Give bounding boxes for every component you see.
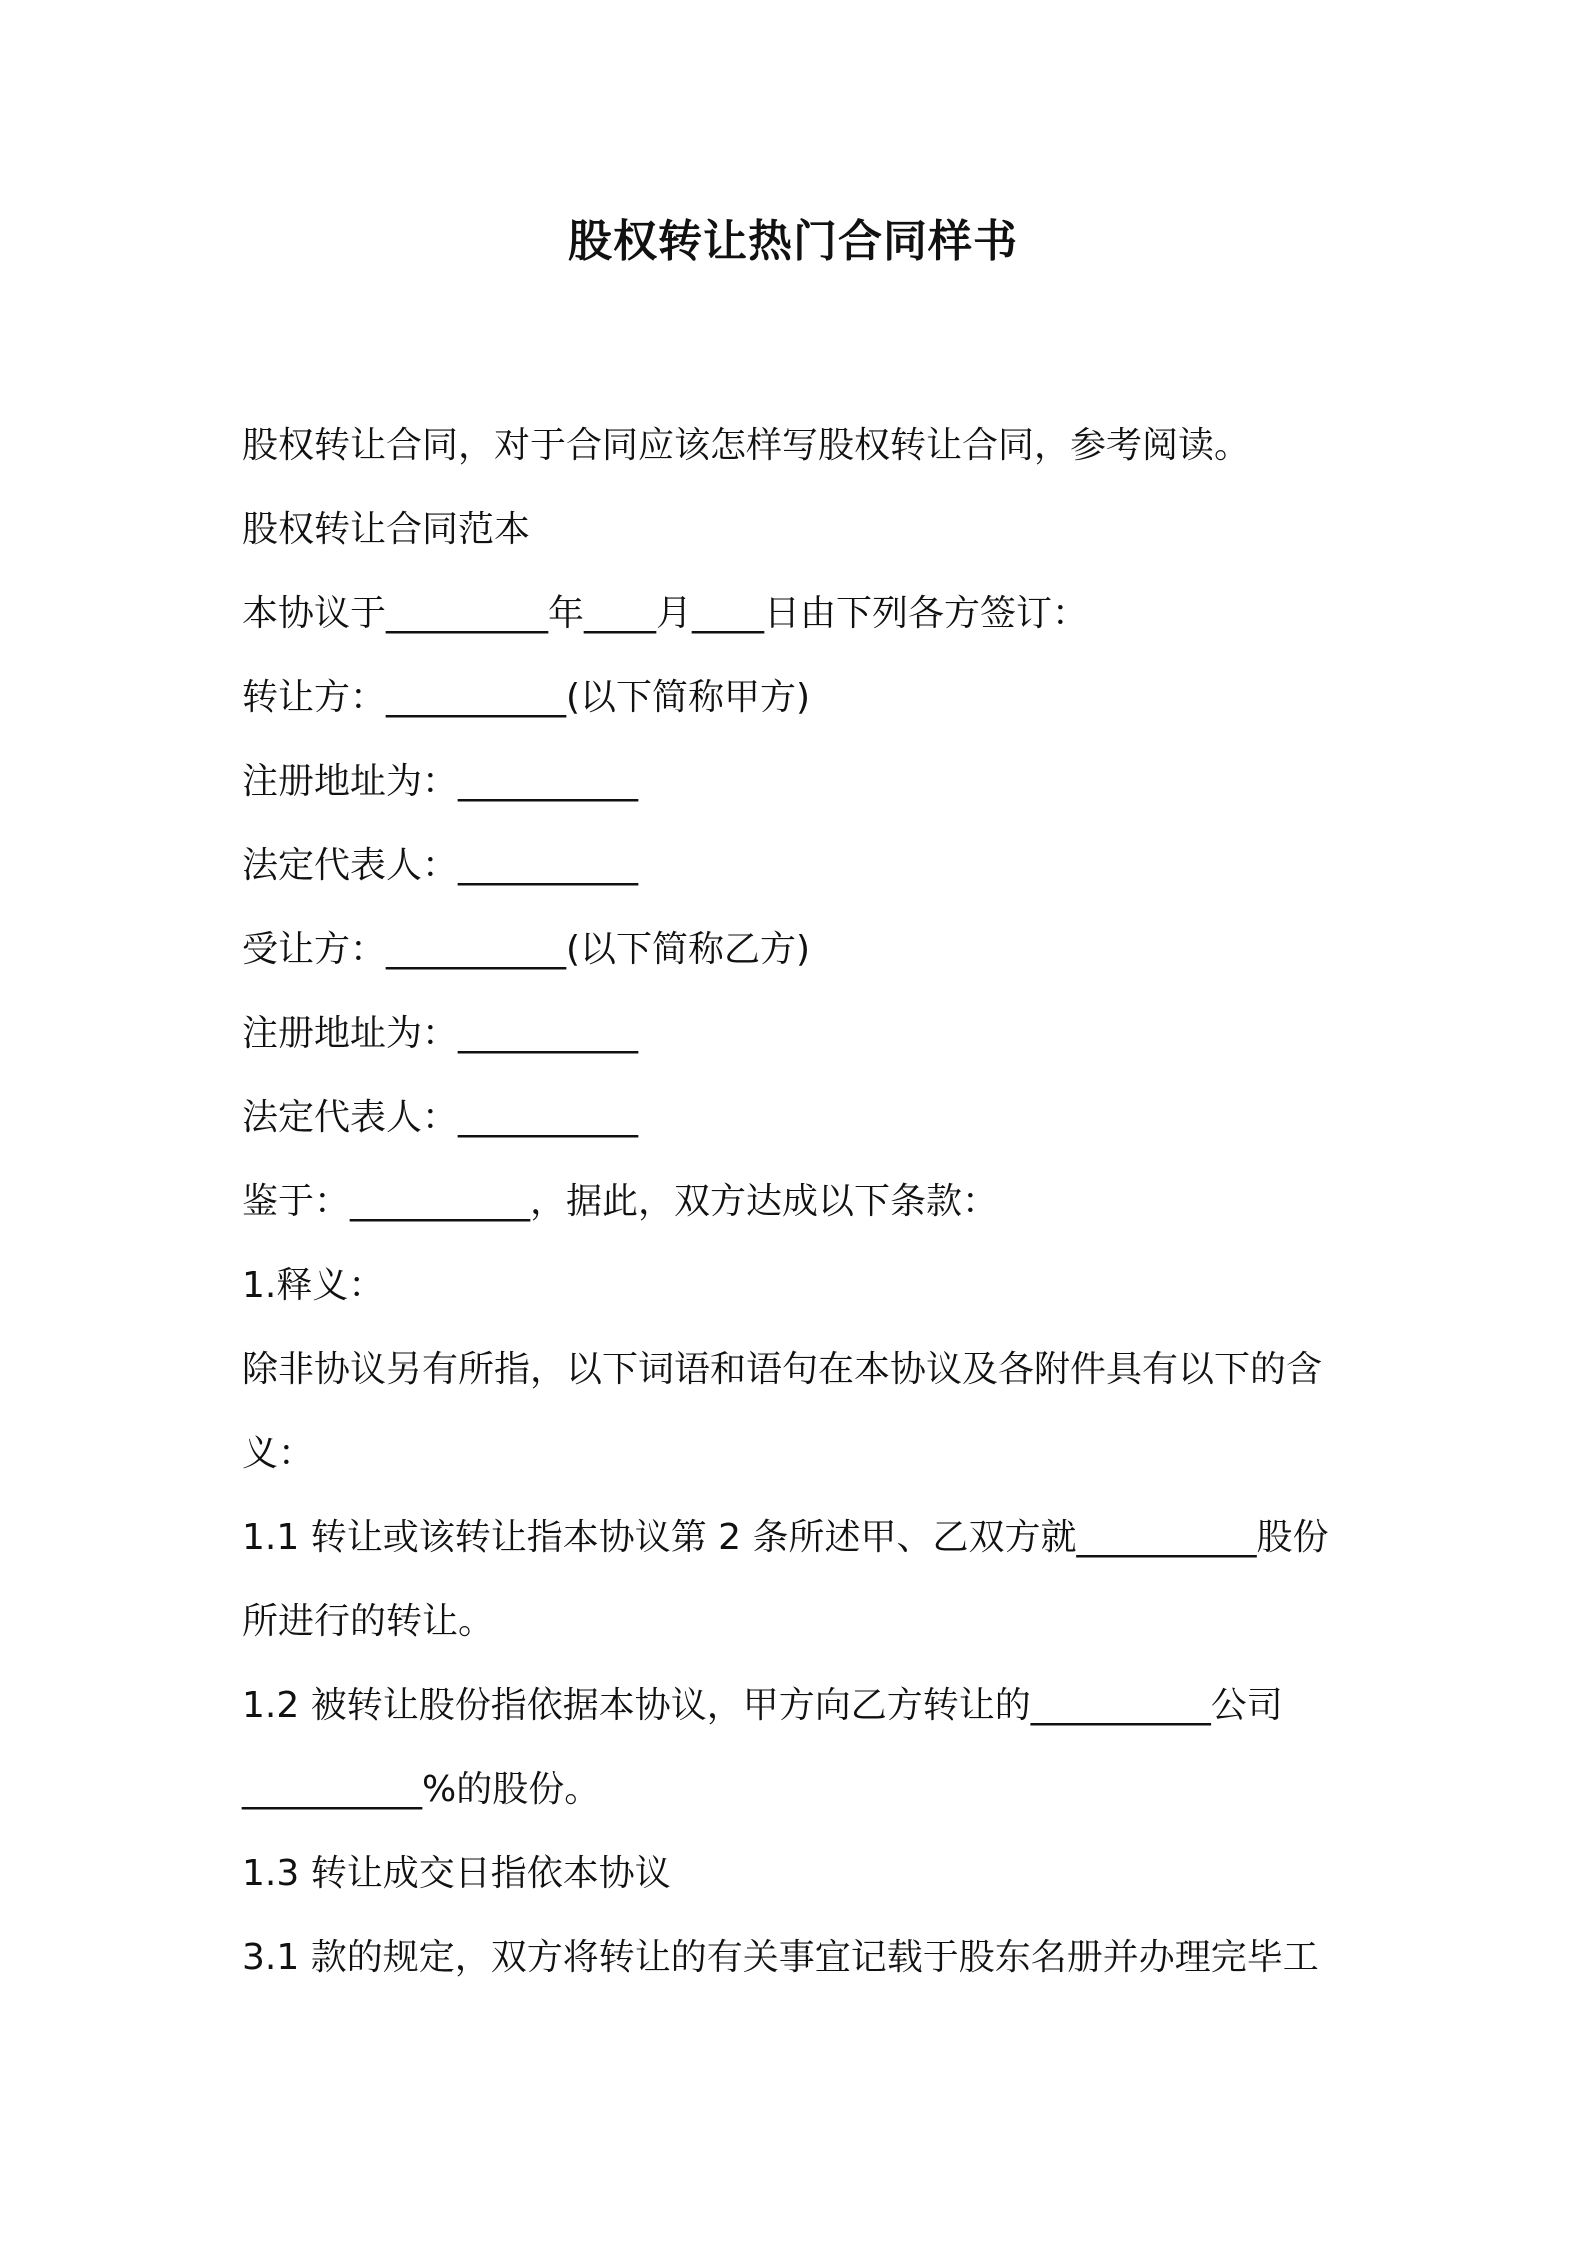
clause-1-2-continued: __________%的股份。 <box>242 1769 601 1810</box>
definitions-intro-continued: 义： <box>242 1433 315 1474</box>
clause-1-1-continued: 所进行的转让。 <box>242 1601 495 1642</box>
transferor-representative-line: 法定代表人：__________ <box>242 845 639 886</box>
clause-1-1-line: 1.1 转让或该转让指本协议第 2 条所述甲、乙双方就__________股份 <box>242 1517 1329 1558</box>
transferor-address-line: 注册地址为：__________ <box>242 761 639 802</box>
clause-3-1-line: 3.1 款的规定，双方将转让的有关事宜记载于股东名册并办理完毕工 <box>242 1937 1319 1978</box>
intro-line: 股权转让合同，对于合同应该怎样写股权转让合同，参考阅读。 <box>242 425 1251 466</box>
clause-1-2-line: 1.2 被转让股份指依据本协议，甲方向乙方转让的__________公司 <box>242 1685 1283 1726</box>
transferee-address-line: 注册地址为：__________ <box>242 1013 639 1054</box>
template-heading: 股权转让合同范本 <box>242 509 531 550</box>
clause-1-3-line: 1.3 转让成交日指依本协议 <box>242 1853 671 1894</box>
document-body <box>242 404 1358 2000</box>
signing-date-line: 本协议于_________年____月____日由下列各方签订： <box>242 593 1089 634</box>
section-definitions-heading: 1.释义： <box>242 1265 385 1306</box>
transferee-line: 受让方：__________(以下简称乙方) <box>242 929 811 970</box>
whereas-line: 鉴于：__________，据此，双方达成以下条款： <box>242 1181 999 1222</box>
transferor-line: 转让方：__________(以下简称甲方) <box>242 677 811 718</box>
definitions-intro-line: 除非协议另有所指，以下词语和语句在本协议及各附件具有以下的含 <box>242 1349 1323 1390</box>
document-title: 股权转让热门合同样书 <box>568 216 1018 267</box>
transferee-representative-line: 法定代表人：__________ <box>242 1097 639 1138</box>
